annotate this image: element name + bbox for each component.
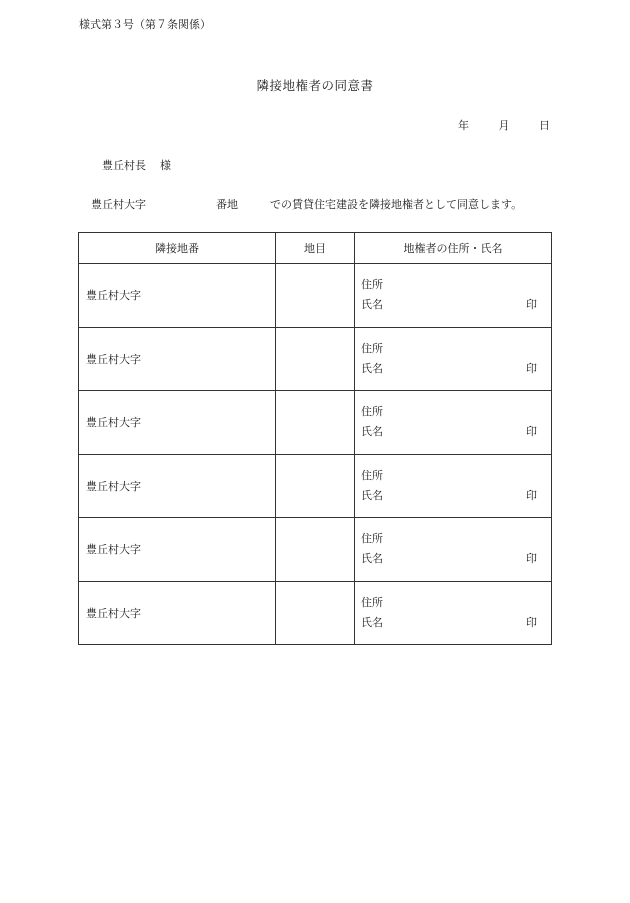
lot-area-text: 豊丘村大字	[86, 479, 141, 493]
lot-area-text: 豊丘村大字	[86, 289, 141, 303]
header-lot-number: 隣接地番	[79, 233, 276, 264]
statement-text: での賃貸住宅建設を隣接地権者として同意します。	[270, 198, 523, 211]
address-line	[361, 339, 537, 359]
name-label: 氏名	[361, 425, 383, 439]
name-line	[361, 359, 537, 379]
lot-area-text: 豊丘村大字	[86, 543, 141, 557]
addressee-name: 豊丘村長	[102, 159, 146, 172]
name-label: 氏名	[361, 615, 383, 629]
name-line	[361, 486, 537, 506]
lot-area-text: 豊丘村大字	[86, 352, 141, 366]
name-line	[361, 295, 537, 315]
header-land-category: 地目	[276, 233, 355, 264]
day-label: 日	[539, 119, 550, 132]
name-label: 氏名	[361, 552, 383, 566]
addressee-honorific: 様	[160, 159, 171, 172]
statement-area: 豊丘村大字	[91, 198, 146, 211]
header-owner: 地権者の住所・氏名	[355, 233, 552, 264]
date-line	[458, 117, 550, 133]
owner-cell[interactable]	[355, 264, 552, 328]
lot-area-text: 豊丘村大字	[86, 416, 141, 430]
address-label: 住所	[361, 405, 383, 419]
year-label: 年	[458, 119, 469, 132]
seal-mark: 印	[526, 298, 537, 312]
land-category-cell[interactable]	[276, 581, 355, 645]
land-category-cell[interactable]	[276, 264, 355, 328]
seal-mark: 印	[526, 488, 537, 502]
table-row	[79, 391, 552, 455]
table-row	[79, 581, 552, 645]
seal-mark: 印	[526, 615, 537, 629]
table-row	[79, 454, 552, 518]
address-label: 住所	[361, 278, 383, 292]
table-row	[79, 518, 552, 582]
owner-cell[interactable]	[355, 581, 552, 645]
name-line	[361, 422, 537, 442]
land-category-cell[interactable]	[276, 454, 355, 518]
address-label: 住所	[361, 595, 383, 609]
lot-number-cell[interactable]	[79, 454, 276, 518]
lot-number-cell[interactable]	[79, 581, 276, 645]
table-row	[79, 327, 552, 391]
address-label: 住所	[361, 341, 383, 355]
lot-number-cell[interactable]	[79, 264, 276, 328]
consent-statement	[91, 196, 522, 212]
seal-mark: 印	[526, 361, 537, 375]
name-line	[361, 613, 537, 633]
name-label: 氏名	[361, 488, 383, 502]
lot-number-cell[interactable]	[79, 518, 276, 582]
address-label: 住所	[361, 532, 383, 546]
address-line	[361, 593, 537, 613]
document-title: 隣接地権者の同意書	[256, 78, 374, 93]
owner-cell[interactable]	[355, 454, 552, 518]
name-label: 氏名	[361, 361, 383, 375]
neighbor-consent-table	[78, 232, 552, 645]
name-label: 氏名	[361, 298, 383, 312]
table-header-row	[79, 233, 552, 264]
form-number: 様式第３号（第７条関係）	[79, 18, 211, 31]
address-line	[361, 466, 537, 486]
lot-number-cell[interactable]	[79, 391, 276, 455]
seal-mark: 印	[526, 425, 537, 439]
seal-mark: 印	[526, 552, 537, 566]
address-line	[361, 275, 537, 295]
land-category-cell[interactable]	[276, 327, 355, 391]
addressee	[102, 157, 171, 173]
name-line	[361, 549, 537, 569]
lot-number-cell[interactable]	[79, 327, 276, 391]
month-label: 月	[498, 119, 510, 132]
land-category-cell[interactable]	[276, 391, 355, 455]
address-line	[361, 402, 537, 422]
address-line	[361, 529, 537, 549]
lot-area-text: 豊丘村大字	[86, 606, 141, 620]
address-label: 住所	[361, 468, 383, 482]
owner-cell[interactable]	[355, 391, 552, 455]
owner-cell[interactable]	[355, 518, 552, 582]
statement-lot-label: 番地	[216, 198, 238, 211]
owner-cell[interactable]	[355, 327, 552, 391]
table-row	[79, 264, 552, 328]
land-category-cell[interactable]	[276, 518, 355, 582]
